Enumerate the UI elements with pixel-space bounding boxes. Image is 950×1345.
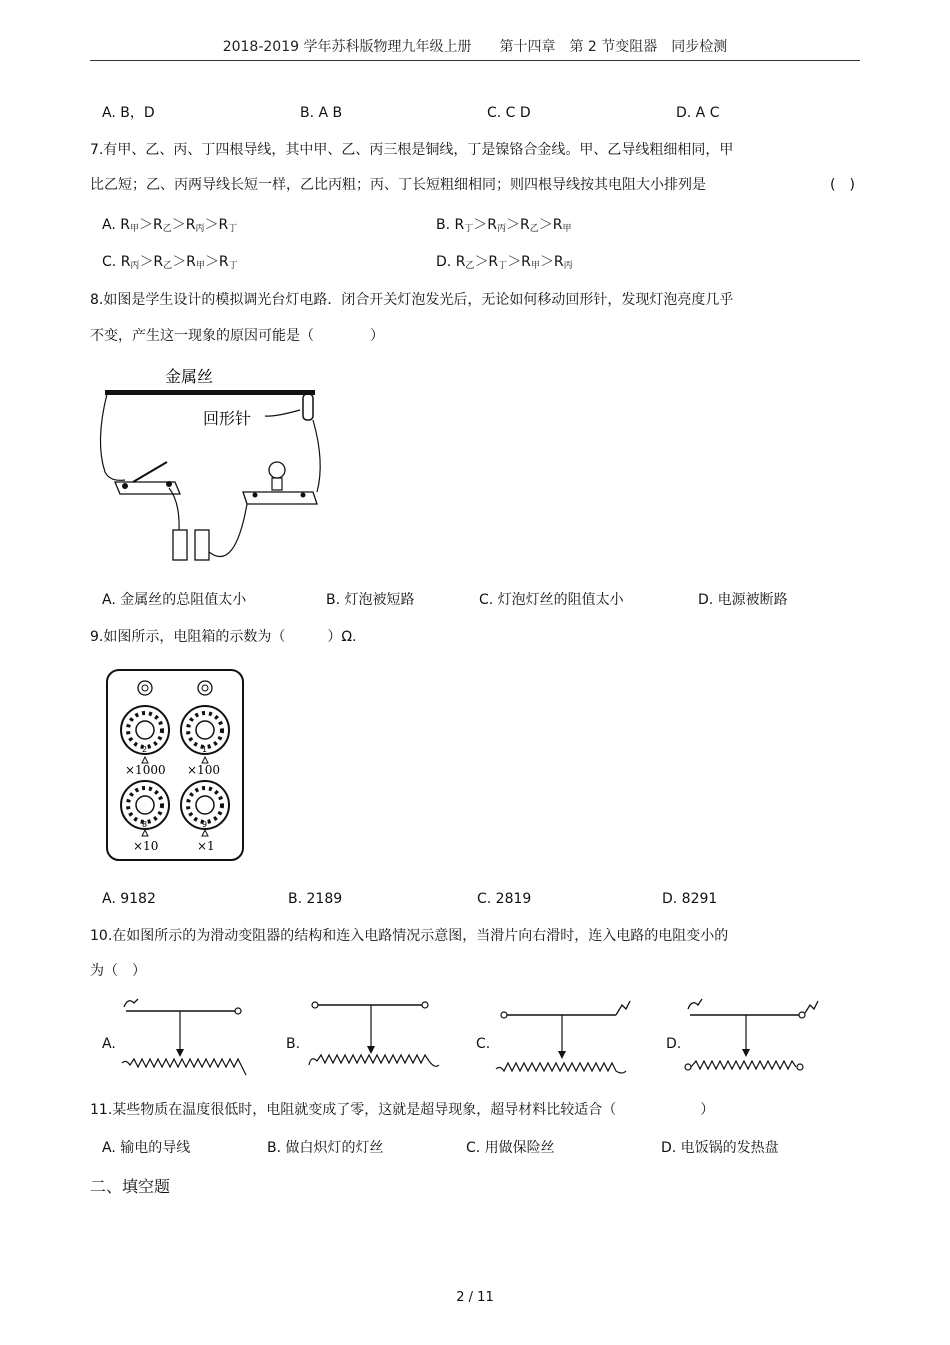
q10-label-a: A. <box>102 1036 116 1052</box>
dial-label-x1: ×1 <box>197 839 215 853</box>
q9-option-c: C. 2819 <box>477 891 532 907</box>
q10-rheostat-d <box>680 995 830 1085</box>
dial-hundreds-reading: 1 <box>202 745 208 754</box>
q8-stem-line2: 不变，产生这一现象的原因可能是（ ） <box>90 328 384 344</box>
q8-circuit-figure <box>95 362 335 582</box>
q9-option-a: A. 9182 <box>102 891 156 907</box>
lamp-bulb <box>269 462 285 478</box>
header-rule <box>90 60 860 61</box>
q7-stem-line1: 7.有甲、乙、丙、丁四根导线，其中甲、乙、丙三根是铜线，丁是镍铬合金线。甲、乙导线粗细相同，甲 <box>90 142 734 158</box>
q11-stem: 11.某些物质在温度很低时，电阻就变成了零，这就是超导现象，超导材料比较适合（ ） <box>90 1102 715 1118</box>
q11-option-a: A. 输电的导线 <box>102 1140 191 1156</box>
q6-option-b: B. A B <box>300 105 343 121</box>
switch-terminal-left <box>122 483 128 489</box>
q10-stem-line2: 为（ ） <box>90 963 146 979</box>
page-number: 2 / 11 <box>456 1290 494 1305</box>
q10-rheostat-b <box>305 995 445 1085</box>
q10-label-d: D. <box>666 1036 682 1052</box>
q7-option-a: A. $R_甲>R_乙>R_丙>R_丁$ <box>102 217 238 234</box>
q7-option-c: C. $R_丙>R_乙>R_甲>R_丁$ <box>102 254 238 271</box>
dial-tens-reading: 8 <box>142 820 148 829</box>
q8-option-a: A. 金属丝的总阻值太小 <box>102 592 247 608</box>
q8-option-b: B. 灯泡被短路 <box>326 592 415 608</box>
q11-option-b: B. 做白炽灯的灯丝 <box>267 1140 384 1156</box>
q6-option-d: D. A C <box>676 105 720 121</box>
q10-label-b: B. <box>286 1036 301 1052</box>
wire-right <box>313 420 320 492</box>
q11-option-c: C. 用做保险丝 <box>466 1140 555 1156</box>
dial-ones-reading: 9 <box>202 820 208 829</box>
q7-option-d: D. $R_乙>R_丁>R_甲>R_丙$ <box>436 254 573 271</box>
dial-label-x1000: ×1000 <box>125 763 166 777</box>
metal-wire <box>105 390 315 395</box>
q10-rheostat-a <box>118 995 258 1085</box>
lamp-terminal-left <box>253 493 258 498</box>
q10-label-c: C. <box>476 1036 491 1052</box>
lamp-terminal-right <box>301 493 306 498</box>
switch-lever <box>133 462 167 482</box>
q8-stem-line1: 8.如图是学生设计的模拟调光台灯电路．闭合开关灯泡发光后，无论如何移动回形针，发现灯泡亮度几乎 <box>90 292 734 308</box>
q10-stem-line1: 10.在如图所示的为滑动变阻器的结构和连入电路情况示意图，当滑片向右滑时，连入电路的电阻变小的 <box>90 928 729 944</box>
battery-2 <box>195 530 209 560</box>
switch-terminal-right <box>166 481 172 487</box>
paper-clip <box>303 394 313 420</box>
q6-option-c: C. C D <box>487 105 531 121</box>
q10-rheostat-c <box>492 995 642 1085</box>
dial-label-x10: ×10 <box>133 839 159 853</box>
q8-option-d: D. 电源被断路 <box>698 592 788 608</box>
q9-option-b: B. 2189 <box>288 891 343 907</box>
q8-option-c: C. 灯泡灯丝的阻值太小 <box>479 592 624 608</box>
q7-stem-line2: 比乙短；乙、丙两导线长短一样，乙比丙粗；丙、丁长短粗细相同；则四根导线按其电阻大小排列是 <box>90 177 706 193</box>
q11-option-d: D. 电饭锅的发热盘 <box>661 1140 779 1156</box>
paper-clip-label: 回形针 <box>203 409 252 428</box>
dial-thousands-reading: 2 <box>142 745 148 754</box>
clip-lead <box>265 410 300 416</box>
q9-stem: 9.如图所示，电阻箱的示数为（ ）Ω. <box>90 629 357 645</box>
q7-answer-bracket: ( ) <box>830 177 855 193</box>
q9-option-d: D. 8291 <box>662 891 718 907</box>
wire-battery-right <box>209 504 247 557</box>
lamp-socket <box>272 478 282 490</box>
wire-left <box>100 394 125 480</box>
q7-option-b: B. $R_丁>R_丙>R_乙>R_甲$ <box>436 217 572 234</box>
metal-wire-label: 金属丝 <box>165 367 214 386</box>
q9-resistance-box-figure <box>105 668 245 863</box>
dial-label-x100: ×100 <box>187 763 220 777</box>
section-title: 二、填空题 <box>90 1177 171 1196</box>
battery-1 <box>173 530 187 560</box>
q6-option-a: A. B，D <box>102 105 155 121</box>
page-header: 2018-2019 学年苏科版物理九年级上册 第十四章 第 2 节变阻器 同步检测 <box>222 39 728 55</box>
